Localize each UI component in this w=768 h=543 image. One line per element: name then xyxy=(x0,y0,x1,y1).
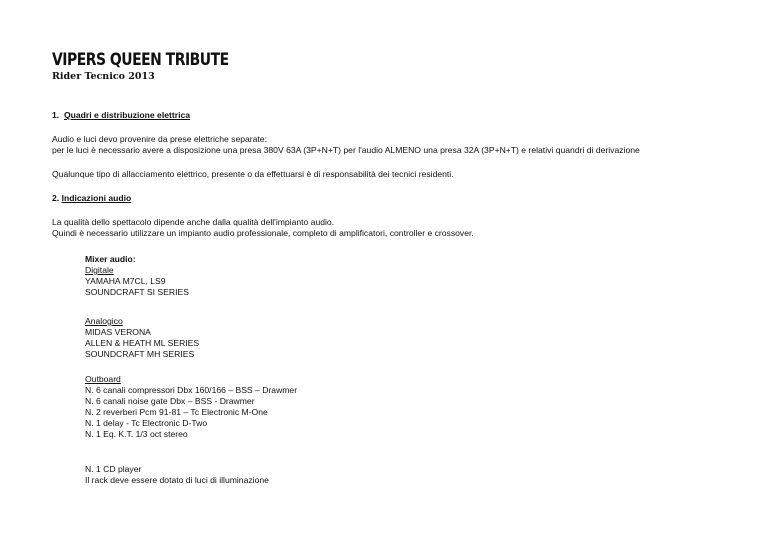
outboard-item: N. 6 canali noise gate Dbx – BSS - Drawmer xyxy=(85,396,255,406)
analog-item: SOUNDCRAFT MH SERIES xyxy=(85,349,195,359)
section2-line2: Quindi è necessario utilizzare un impianto audio professionale, completo di amplificatori, controller e crossover. xyxy=(52,228,474,238)
digital-item: SOUNDCRAFT SI SERIES xyxy=(85,287,189,297)
section2-heading xyxy=(52,193,131,204)
document-subtitle: Rider Tecnico 2013 xyxy=(52,71,155,82)
mixer-label: Mixer audio: xyxy=(85,254,136,264)
outboard-item: N. 6 canali compressori Dbx 160/166 – BSS – Drawmer xyxy=(85,385,298,395)
analog-item: ALLEN & HEATH ML SERIES xyxy=(85,338,200,348)
cd-player-item: N. 1 CD player xyxy=(85,464,142,474)
section1-line3: Qualunque tipo di allacciamento elettrico, presente o da effettuarsi è di responsabilità dei tecnici residenti. xyxy=(52,169,454,179)
document-title: VIPERS QUEEN TRIBUTE xyxy=(52,50,229,70)
digital-item: YAMAHA M7CL, LS9 xyxy=(85,276,166,286)
section1-line1: Audio e luci devo provenire da prese elettriche separate: xyxy=(52,134,267,144)
outboard-item: N. 1 delay - Tc Electronic D-Two xyxy=(85,418,208,428)
section2-number: 2. xyxy=(52,193,60,203)
analog-item: MIDAS VERONA xyxy=(85,327,151,337)
outboard-label: Outboard xyxy=(85,374,121,384)
section1-number: 1. xyxy=(52,110,60,120)
section1-title: Quadri e distribuzione elettrica xyxy=(63,110,191,120)
section2-title: Indicazioni audio xyxy=(61,193,132,203)
rack-note: Il rack deve essere dotato di luci di illuminazione xyxy=(85,475,269,485)
analog-label: Analogico xyxy=(85,316,123,326)
section2-line1: La qualità dello spettacolo dipende anche dalla qualità dell'impianto audio. xyxy=(52,217,335,227)
outboard-item: N. 2 reverberi Pcm 91-81 – Tc Electronic M-One xyxy=(85,407,268,417)
digital-label: Digitale xyxy=(85,265,114,275)
outboard-item: N. 1 Eq. K.T. 1/3 oct stereo xyxy=(85,429,188,439)
section1-heading xyxy=(52,110,190,121)
section1-line2: per le luci è necessario avere a disposizione una presa 380V 63A (3P+N+T) per l'audio ALMENO una presa 32A (3P+N+T) e relativi quandri di derivazione xyxy=(52,145,640,155)
